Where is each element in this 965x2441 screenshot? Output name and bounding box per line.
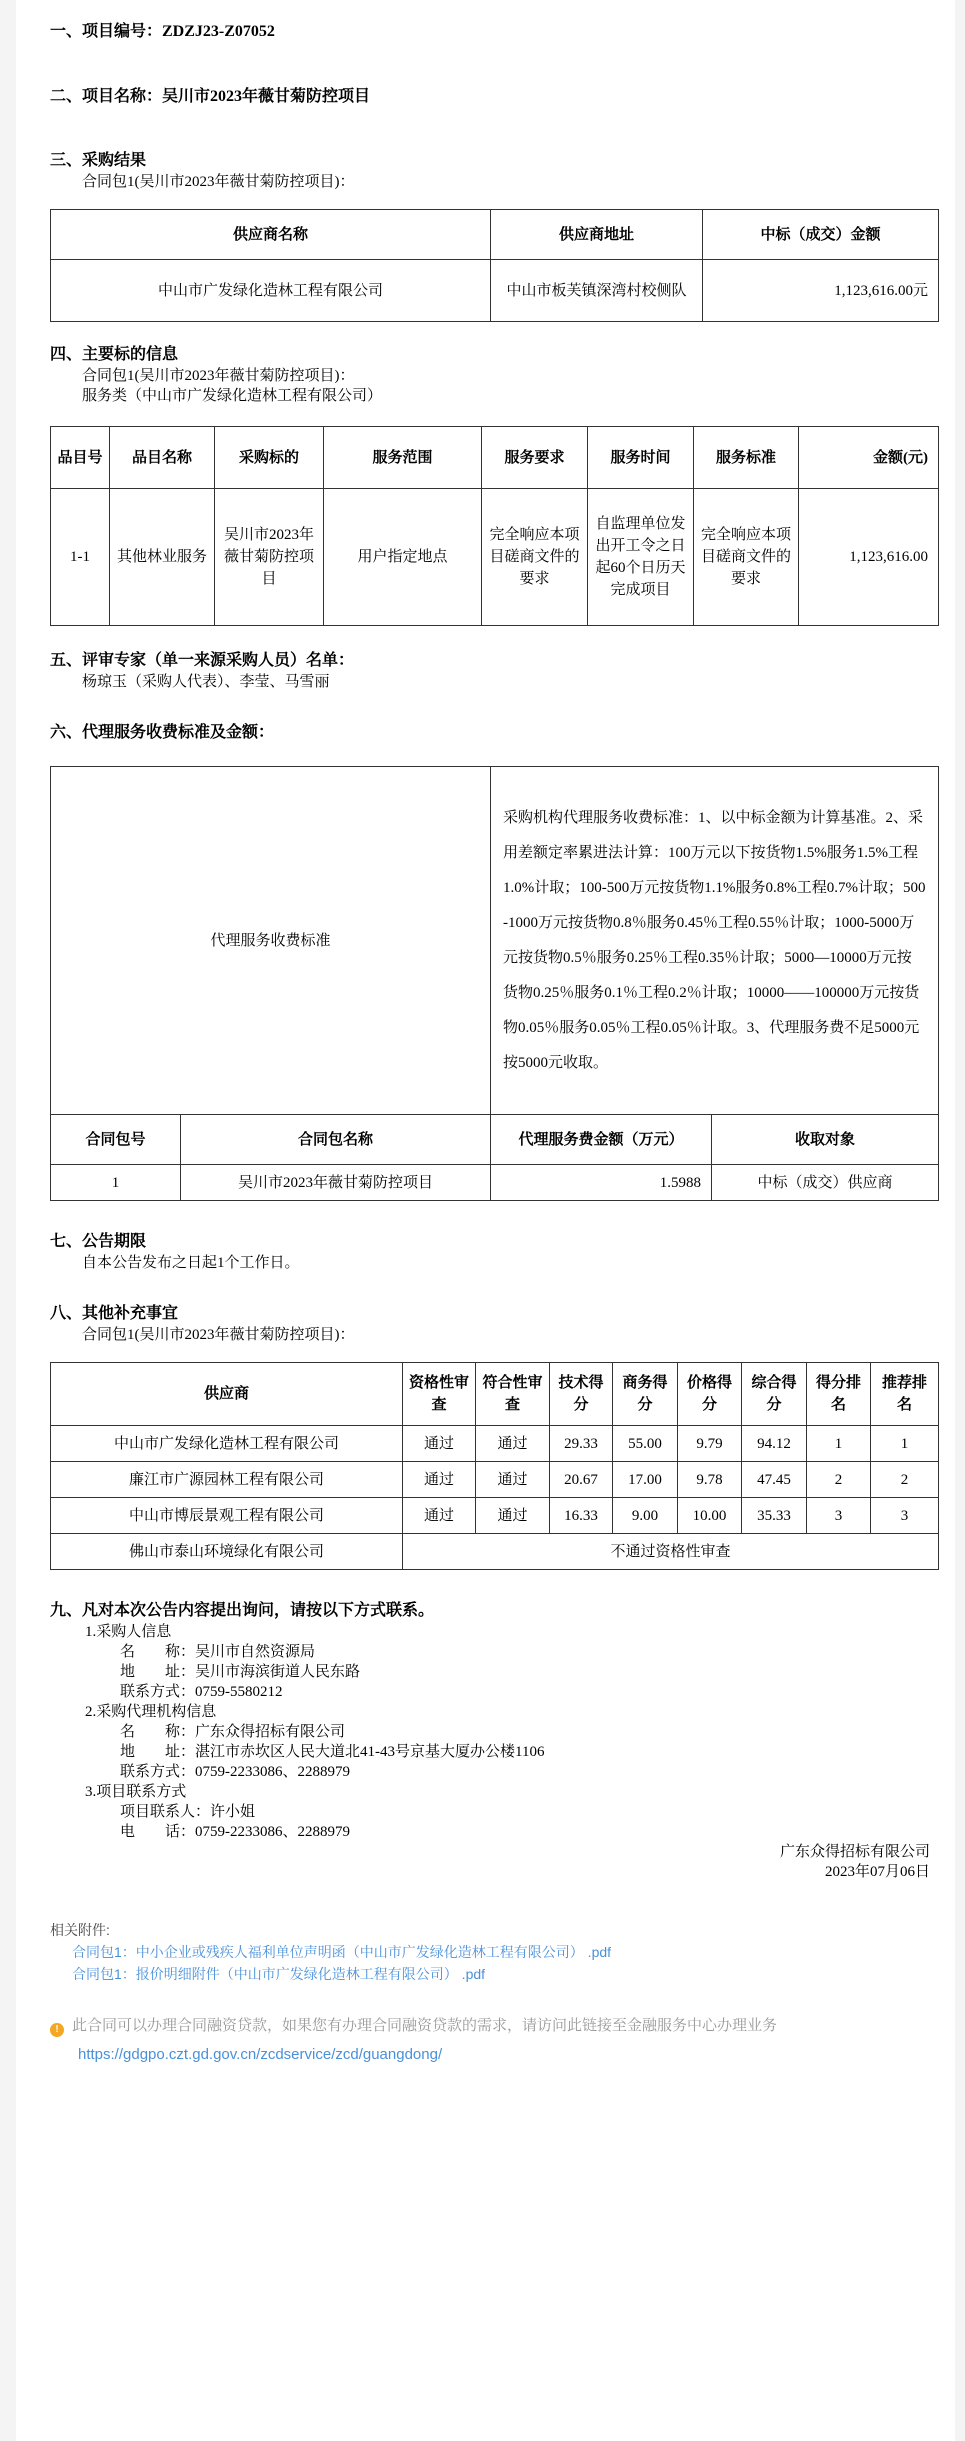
attachment-link-declaration-pdf[interactable]: 合同包1：中小企业或残疾人福利单位声明函（中山市广发绿化造林工程有限公司） .pdf [72,1944,612,1960]
column-header-price-score: 价格得分 [678,1363,742,1426]
section-experts-title: 五、评审专家（单一来源采购人员）名单： [50,652,355,669]
footer-area [50,1920,938,2065]
table-header-row [51,210,939,260]
table-header-row [51,427,939,489]
column-header-business-score: 商务得分 [613,1363,678,1426]
table-cell: 17.00 [613,1462,678,1498]
package-label-subject: 合同包1(吴川市2023年薇甘菊防控项目)： [82,368,355,384]
column-header-service-standard: 服务标准 [694,427,799,489]
column-header-technical-score: 技术得分 [550,1363,613,1426]
column-header-package-name: 合同包名称 [181,1115,491,1165]
announcement-period-text: 自本公告发布之日起1个工作日。 [82,1255,300,1271]
supplier-cell: 中山市博辰景观工程有限公司 [51,1498,403,1534]
column-header-award-amount: 中标（成交）金额 [703,210,939,260]
purchaser-info-heading: 1.采购人信息 [85,1624,172,1640]
fee-amount-cell: 1.5988 [491,1165,712,1201]
table-cell: 16.33 [550,1498,613,1534]
project-contact-person: 项目联系人：许小姐 [120,1804,256,1820]
service-time-cell: 自监理单位发出开工令之日起60个日历天完成项目 [588,489,694,626]
section-contact-title: 九、凡对本次公告内容提出询问，请按以下方式联系。 [50,1602,435,1619]
supplier-cell: 佛山市泰山环境绿化有限公司 [51,1534,403,1570]
table-header-row [51,1363,939,1426]
purchaser-address: 地 址：吴川市海滨街道人民东路 [120,1664,361,1680]
service-category-label: 服务类（中山市广发绿化造林工程有限公司） [82,388,383,404]
section-procurement-result-title: 三、采购结果 [50,152,147,169]
table-row [51,489,939,626]
table-cell: 9.00 [613,1498,678,1534]
table-row [51,1534,939,1570]
supplier-name-cell: 中山市广发绿化造林工程有限公司 [51,260,491,322]
failed-status-cell: 不通过资格性审查 [403,1534,939,1570]
table-cell: 2 [807,1462,871,1498]
main-subject-table [50,426,939,626]
project-contact-phone: 电 话：0759-2233086、2288979 [120,1824,350,1840]
column-header-item-name: 品目名称 [110,427,215,489]
table-cell: 47.45 [742,1462,807,1498]
table-row [51,1426,939,1462]
signature-company: 广东众得招标有限公司 [779,1844,930,1860]
table-cell: 20.67 [550,1462,613,1498]
section-agency-fee-title: 六、代理服务收费标准及金额： [50,724,275,741]
service-standard-cell: 完全响应本项目磋商文件的要求 [694,489,799,626]
column-header-subject: 采购标的 [215,427,324,489]
table-cell: 3 [807,1498,871,1534]
subject-cell: 吴川市2023年薇甘菊防控项目 [215,489,324,626]
table-cell: 1 [871,1426,939,1462]
column-header-supplier-address: 供应商地址 [491,210,703,260]
table-cell: 1 [807,1426,871,1462]
supplier-cell: 廉江市广源园林工程有限公司 [51,1462,403,1498]
agency-fee-amount-table [50,1114,939,1201]
column-header-recommend-rank: 推荐排名 [871,1363,939,1426]
agency-fee-standard-table [50,766,939,1115]
table-cell: 通过 [476,1462,550,1498]
project-contact-heading: 3.项目联系方式 [85,1784,187,1800]
expert-names: 杨琼玉（采购人代表）、李莹、马雪丽 [82,674,330,690]
section-supplement-title: 八、其他补充事宜 [50,1305,179,1322]
column-header-amount: 金额(元) [799,427,939,489]
table-cell: 2 [871,1462,939,1498]
table-cell: 9.79 [678,1426,742,1462]
column-header-composite-score: 综合得分 [742,1363,807,1426]
column-header-package-no: 合同包号 [51,1115,181,1165]
item-no-cell: 1-1 [51,489,110,626]
table-row [51,1462,939,1498]
fee-standard-label-cell: 代理服务收费标准 [51,767,491,1115]
table-row [51,1498,939,1534]
finance-service-center-link[interactable]: https://gdgpo.czt.gd.gov.cn/zcdservice/zcd/guangdong/ [78,2046,443,2063]
supplier-cell: 中山市广发绿化造林工程有限公司 [51,1426,403,1462]
section-project-number: 一、项目编号：ZDZJ23-Z07052 [50,23,275,40]
table-cell: 通过 [403,1498,476,1534]
table-cell: 94.12 [742,1426,807,1462]
package-label-supplement: 合同包1(吴川市2023年薇甘菊防控项目)： [82,1327,355,1343]
table-cell: 通过 [476,1498,550,1534]
supplier-review-table [50,1362,939,1570]
table-cell: 3 [871,1498,939,1534]
table-cell: 通过 [403,1426,476,1462]
package-label-result: 合同包1(吴川市2023年薇甘菊防控项目)： [82,174,355,190]
service-requirement-cell: 完全响应本项目磋商文件的要求 [482,489,588,626]
table-row [51,767,939,1115]
purchaser-name: 名 称：吴川市自然资源局 [120,1644,316,1660]
supplier-address-cell: 中山市板芙镇深湾村校侧队 [491,260,703,322]
service-scope-cell: 用户指定地点 [324,489,482,626]
column-header-supplier: 供应商 [51,1363,403,1426]
finance-loan-notice [50,2016,938,2037]
agency-contact: 联系方式：0759-2233086、2288979 [120,1764,350,1780]
table-cell: 10.00 [678,1498,742,1534]
fee-standard-text-cell: 采购机构代理服务收费标准：1、以中标金额为计算基准。2、采用差额定率累进法计算：100万元以下按货物1.5%服务1.5%工程1.0%计取；100-500万元按货物1.1%服务0.8%工程0.7%计取；500-1000万元按货物0.8％服务0.45％工程0.55％计取；1000-5000万元按货物0.5％服务0.25％工程0.35％计取；5000—10000万元按货物0.25％服务0.1％工程0.2％计取；10000——100000万元按货物0.05％服务0.05％工程0.05％计取。3、代理服务费不足5000元按5000元收取。 [491,767,939,1115]
finance-loan-notice-text: 此合同可以办理合同融资贷款，如果您有办理合同融资贷款的需求，请访问此链接至金融服务中心办理业务 [72,2017,778,2034]
column-header-service-time: 服务时间 [588,427,694,489]
procurement-result-table [50,209,939,322]
column-header-service-requirement: 服务要求 [482,427,588,489]
fee-payer-cell: 中标（成交）供应商 [712,1165,939,1201]
column-header-fee-payer: 收取对象 [712,1115,939,1165]
column-header-fee-amount: 代理服务费金额（万元） [491,1115,712,1165]
attachments-label: 相关附件: [50,1922,110,1938]
section-announcement-period-title: 七、公告期限 [50,1233,147,1250]
column-header-item-no: 品目号 [51,427,110,489]
package-name-cell: 吴川市2023年薇甘菊防控项目 [181,1165,491,1201]
column-header-supplier-name: 供应商名称 [51,210,491,260]
table-header-row [51,1115,939,1165]
section-project-name: 二、项目名称：吴川市2023年薇甘菊防控项目 [50,88,371,105]
package-no-cell: 1 [51,1165,181,1201]
table-cell: 通过 [403,1462,476,1498]
column-header-conformity-review: 符合性审查 [476,1363,550,1426]
attachment-link-quotation-pdf[interactable]: 合同包1：报价明细附件（中山市广发绿化造林工程有限公司） .pdf [72,1966,486,1982]
column-header-service-scope: 服务范围 [324,427,482,489]
column-header-qualification-review: 资格性审查 [403,1363,476,1426]
award-amount-cell: 1,123,616.00元 [703,260,939,322]
agency-address: 地 址：湛江市赤坎区人民大道北41-43号京基大厦办公楼1106 [120,1744,545,1760]
item-name-cell: 其他林业服务 [110,489,215,626]
table-cell: 35.33 [742,1498,807,1534]
agency-name: 名 称：广东众得招标有限公司 [120,1724,346,1740]
announcement-document [16,0,955,2441]
agency-info-heading: 2.采购代理机构信息 [85,1704,217,1720]
amount-cell: 1,123,616.00 [799,489,939,626]
signature-date: 2023年07月06日 [824,1864,930,1880]
column-header-score-rank: 得分排名 [807,1363,871,1426]
table-cell: 通过 [476,1426,550,1462]
table-row [51,260,939,322]
table-cell: 9.78 [678,1462,742,1498]
exclamation-icon: ! [50,2023,64,2037]
table-row [51,1165,939,1201]
section-main-subject-title: 四、主要标的信息 [50,346,179,363]
table-cell: 55.00 [613,1426,678,1462]
purchaser-contact: 联系方式：0759-5580212 [120,1684,283,1700]
table-cell: 29.33 [550,1426,613,1462]
